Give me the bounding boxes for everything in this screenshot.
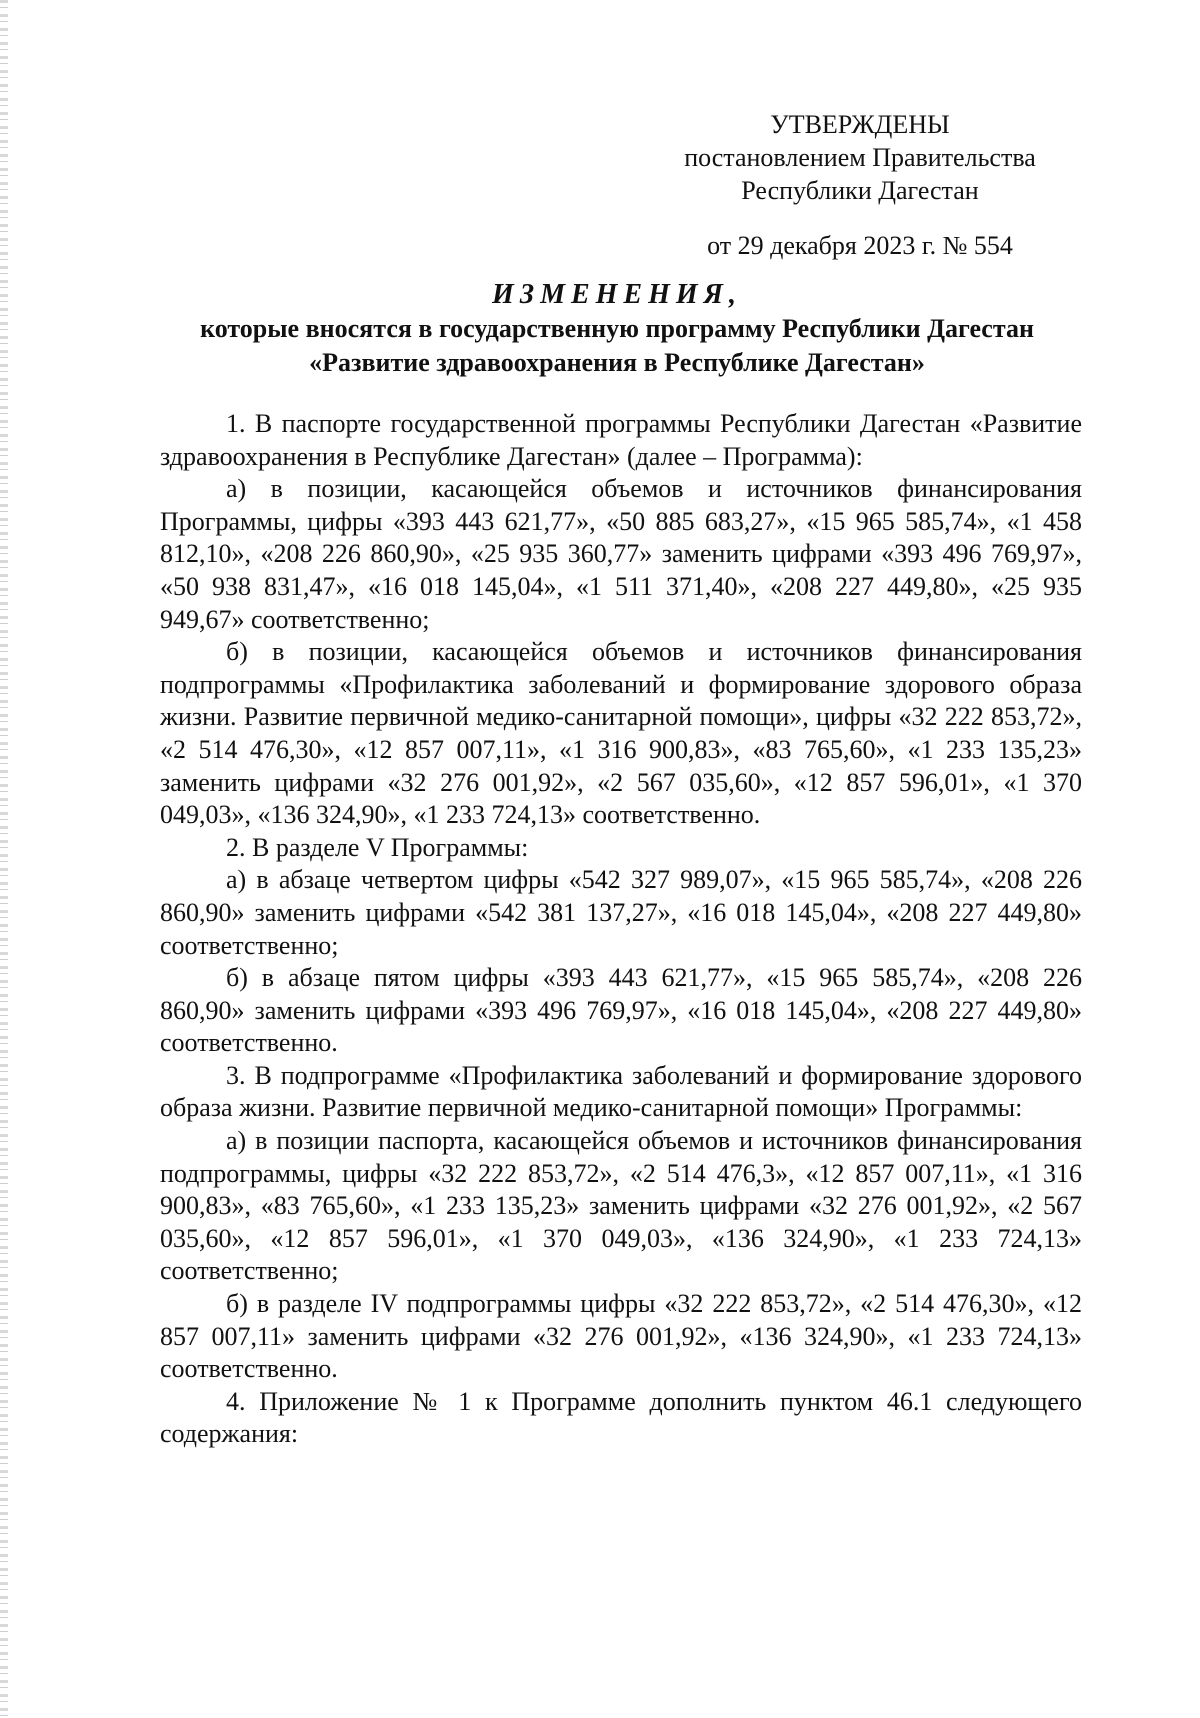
heading-title: ИЗМЕНЕНИЯ,: [492, 279, 742, 310]
heading-subtitle-line-1: которые вносятся в государственную программу Республики Дагестан: [200, 314, 1034, 343]
document-heading: [150, 278, 1084, 380]
paragraph: а) в позиции паспорта, касающейся объемов и источников финансирования подпрограммы, цифры «32 222 853,72», «2 514 476,3», «12 857 007,11», «1 316 900,83», «83 765,60», «1 233 135,23» заменить цифрами «32 276 001,92», «2 567 035,60», «12 857 596,01», «1 370 049,03», «136 324,90», «1 233 724,13» соответственно;: [160, 1126, 1082, 1286]
document-body: [160, 408, 1082, 1451]
paragraph: 4. Приложение № 1 к Программе дополнить пунктом 46.1 следующего содержания:: [160, 1386, 1082, 1449]
paragraph: а) в позиции, касающейся объемов и источников финансирования Программы, цифры «393 443 621,77», «50 885 683,27», «15 965 585,74», «1 458 812,10», «208 226 860,90», «25 935 360,77» заменить цифрами «393 496 769,97», «50 938 831,47», «16 018 145,04», «1 511 371,40», «208 227 449,80», «25 935 949,67» соответственно;: [160, 474, 1082, 634]
paragraph: б) в разделе IV подпрограммы цифры «32 222 853,72», «2 514 476,30», «12 857 007,11» заменить цифрами «32 276 001,92», «136 324,90», «1 233 724,13» соответственно.: [160, 1289, 1082, 1384]
paragraph: б) в абзаце пятом цифры «393 443 621,77», «15 965 585,74», «208 226 860,90» заменить цифрами «393 496 769,97», «16 018 145,04», «208 227 449,80» соответственно.: [160, 963, 1082, 1058]
approval-line-1: постановлением Правительства: [684, 143, 1036, 172]
heading-subtitle-line-2: «Развитие здравоохранения в Республике Дагестан»: [309, 348, 925, 377]
paragraph: 3. В подпрограмме «Профилактика заболеваний и формирование здорового образа жизни. Развитие первичной медико-санитарной помощи» Программы:: [160, 1060, 1082, 1123]
approval-date: от 29 декабря 2023 г. № 554: [707, 231, 1013, 260]
approval-stamp: [660, 108, 1060, 262]
approval-line-2: Республики Дагестан: [741, 176, 979, 205]
scan-edge-artifact: [0, 0, 8, 1718]
paragraph: б) в позиции, касающейся объемов и источников финансирования подпрограммы «Профилактика заболеваний и формирование здорового образа жизни. Развитие первичной медико-санитарной помощи», цифры «32 222 853,72», «2 514 476,30», «12 857 007,11», «1 316 900,83», «83 765,60», «1 233 135,23» заменить цифрами «32 276 001,92», «2 567 035,60», «12 857 596,01», «1 370 049,03», «136 324,90», «1 233 724,13» соответственно.: [160, 637, 1082, 830]
paragraph: 2. В разделе V Программы:: [226, 832, 529, 862]
paragraph: 1. В паспорте государственной программы Республики Дагестан «Развитие здравоохранения в Республике Дагестан» (далее – Программа):: [160, 409, 1082, 471]
paragraph: а) в абзаце четвертом цифры «542 327 989,07», «15 965 585,74», «208 226 860,90» заменить цифрами «542 381 137,27», «16 018 145,04», «208 227 449,80» соответственно;: [160, 865, 1082, 960]
approval-label: УТВЕРЖДЕНЫ: [770, 110, 950, 139]
